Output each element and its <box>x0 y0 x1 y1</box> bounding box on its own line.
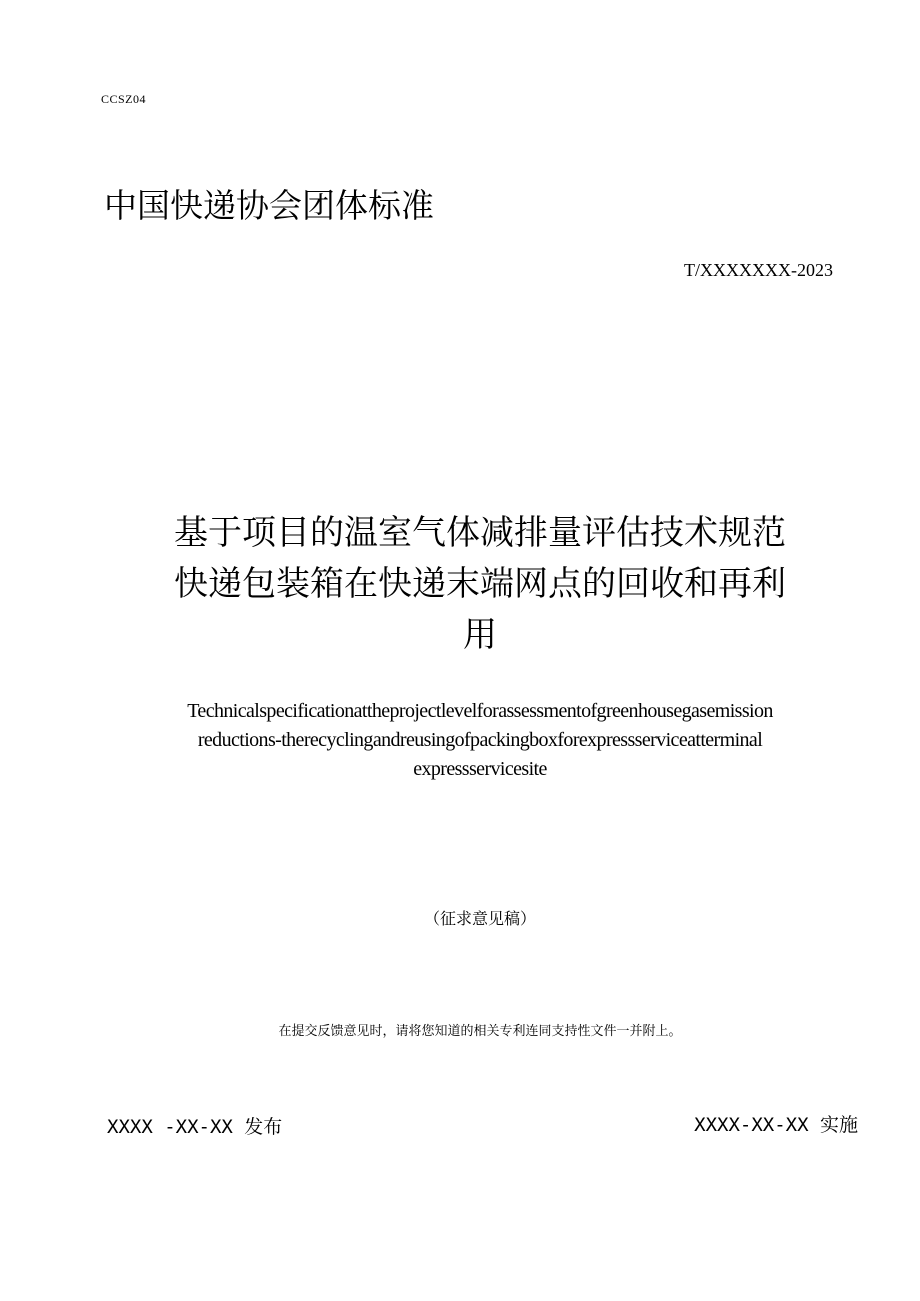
ccs-code: CCSZ04 <box>101 92 147 106</box>
english-title-line: expressservicesite <box>413 758 547 780</box>
english-title-line: Technicalspecificationattheprojectlevelforassessmentofgreenhousegasemission <box>187 700 773 722</box>
organization-title: 中国快递协会团体标准 <box>104 186 434 225</box>
chinese-title-line: 用 <box>463 615 497 655</box>
release-date: XXXX -XX-XX 发布 <box>107 1116 283 1138</box>
implementation-date: XXXX-XX-XX 实施 <box>694 1114 858 1136</box>
draft-status-label: （征求意见稿） <box>423 909 536 928</box>
chinese-title <box>120 508 840 661</box>
english-title <box>120 697 840 784</box>
chinese-title-line: 基于项目的温室气体减排量评估技术规范 <box>174 513 786 553</box>
standard-number: T/XXXXXXX-2023 <box>684 260 833 280</box>
chinese-title-line: 快递包装箱在快递末端网点的回收和再利 <box>174 564 786 604</box>
patent-notice: 在提交反馈意见时，请将您知道的相关专利连同支持性文件一并附上。 <box>278 1024 682 1039</box>
english-title-line: reductions-therecyclingandreusingofpackingboxforexpressserviceatterminal <box>197 729 763 751</box>
